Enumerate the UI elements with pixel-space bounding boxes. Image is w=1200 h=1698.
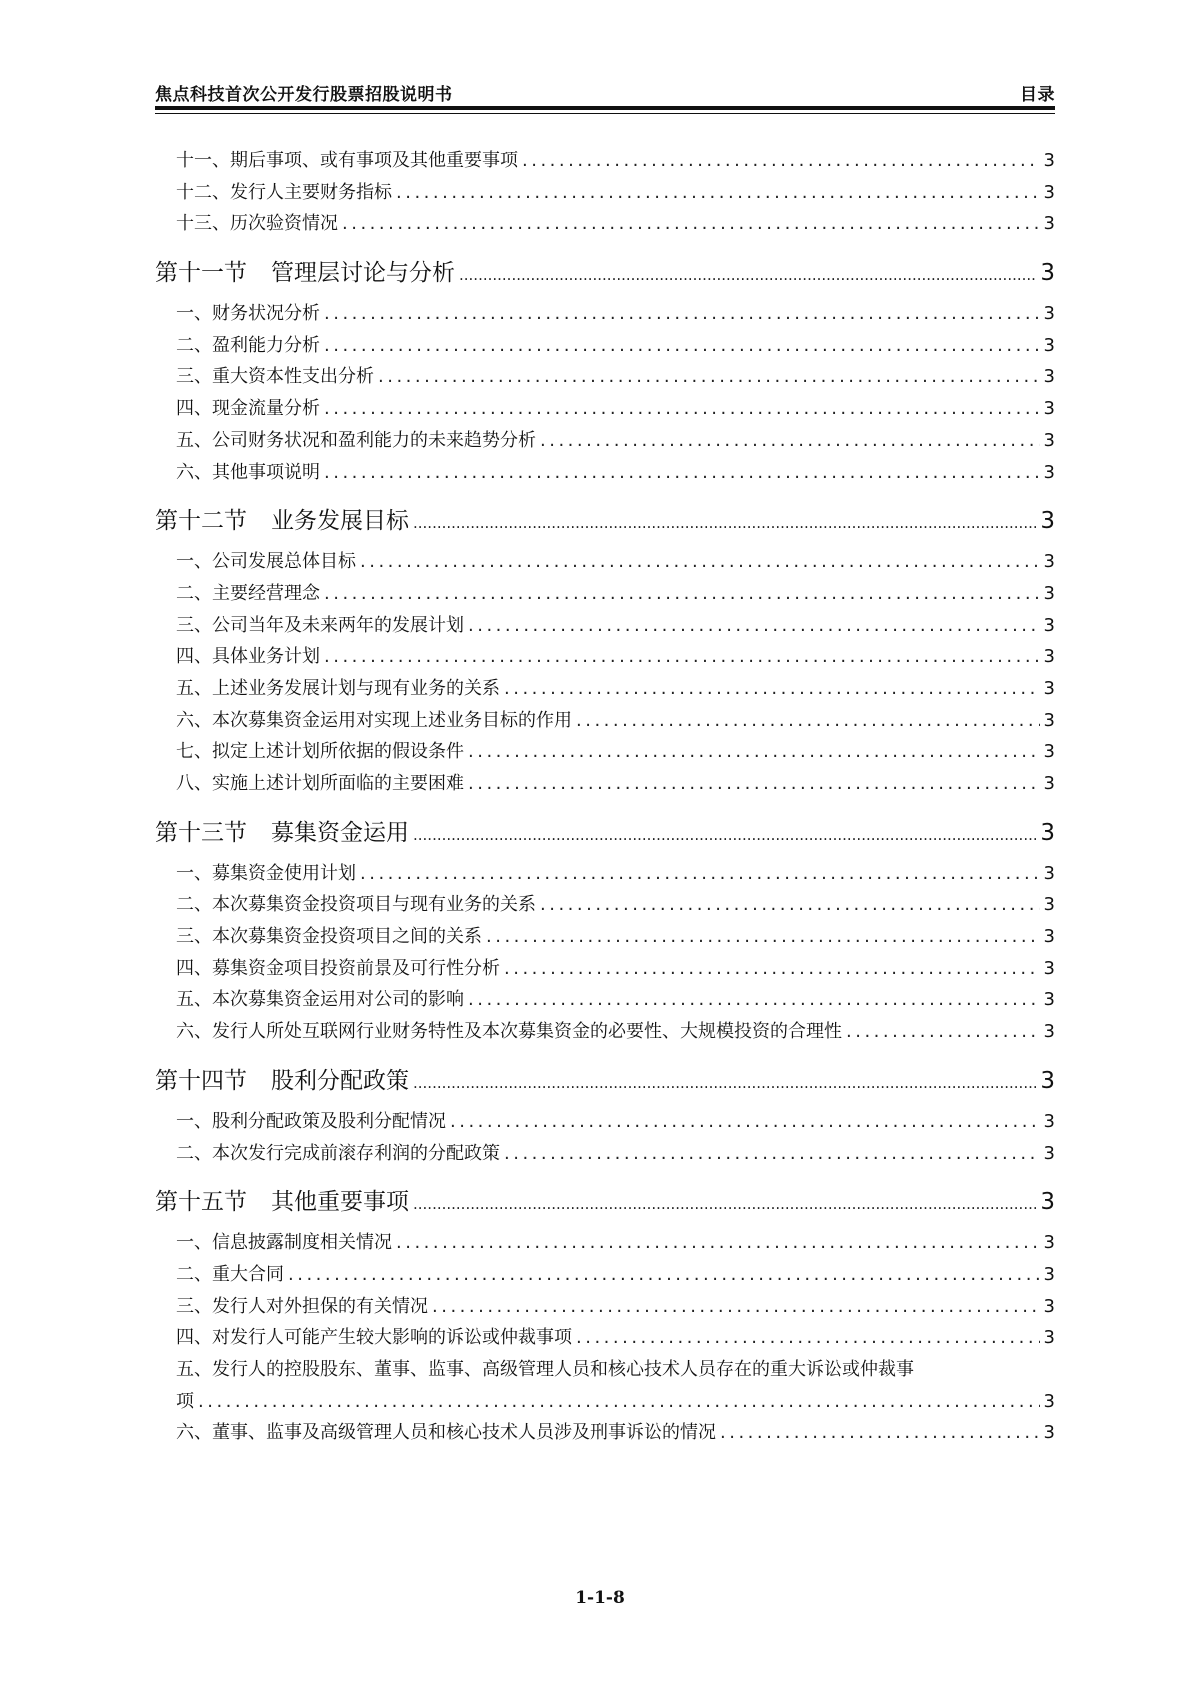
toc-page-number: 3	[1043, 366, 1055, 388]
leader-dots	[540, 889, 1040, 921]
toc-page-number: 3	[1043, 709, 1055, 731]
toc-page-number: 3	[1043, 677, 1055, 699]
toc-item[interactable]: 六、发行人所处互联网行业财务特性及本次募集资金的必要性、大规模投资的合理性 ..... 3	[155, 1016, 1055, 1048]
page-header	[155, 80, 1055, 105]
toc-page-number: 3	[1043, 150, 1055, 171]
section-number: 第十四节	[155, 1067, 247, 1094]
leader-dots	[504, 1138, 1040, 1170]
toc-page-number: 3	[1043, 957, 1055, 979]
toc-item[interactable]: 四、对发行人可能产生较大影响的诉讼或仲裁事项 ..... 3	[155, 1322, 1055, 1354]
toc-item-label-line2: 项	[176, 1390, 194, 1412]
leader-dots	[413, 1183, 1036, 1223]
toc-item[interactable]: 一、公司发展总体目标 ..... 3	[155, 546, 1055, 578]
toc-item[interactable]: 六、董事、监事及高级管理人员和核心技术人员涉及刑事诉讼的情况 ..... 3	[155, 1417, 1055, 1449]
toc-item[interactable]: 七、拟定上述计划所依据的假设条件 ..... 3	[155, 736, 1055, 768]
toc-item[interactable]: 三、重大资本性支出分析 ..... 3	[155, 361, 1055, 393]
leader-dots	[413, 502, 1036, 542]
toc-page-number: 3	[1043, 181, 1055, 203]
toc-section-heading[interactable]	[155, 500, 1055, 542]
toc-item[interactable]: 二、本次发行完成前滚存利润的分配政策 ..... 3	[155, 1138, 1055, 1170]
toc-item[interactable]: 二、主要经营理念 ..... 3	[155, 578, 1055, 610]
leader-dots	[324, 641, 1040, 673]
toc-page-number: 3	[1043, 582, 1055, 604]
leader-dots	[324, 330, 1040, 362]
section-title: 募集资金运用	[271, 819, 409, 846]
toc-page-number: 3	[1043, 1263, 1055, 1285]
toc-page-number: 3	[1040, 819, 1055, 846]
toc-page-number: 3	[1043, 1110, 1055, 1132]
toc-page-number: 3	[1043, 303, 1055, 325]
toc-page-number: 3	[1043, 398, 1055, 420]
leader-dots	[459, 254, 1036, 294]
leader-dots	[576, 1322, 1040, 1354]
toc-item[interactable]: 二、盈利能力分析 ..... 3	[155, 330, 1055, 362]
toc-section-heading[interactable]	[155, 252, 1055, 294]
toc-page-number: 3	[1043, 551, 1055, 573]
leader-dots	[360, 546, 1040, 578]
leader-dots	[396, 1227, 1040, 1259]
leader-dots	[324, 457, 1040, 489]
toc-page-number: 3	[1040, 1067, 1055, 1094]
toc-item[interactable]: 三、本次募集资金投资项目之间的关系 ..... 3	[155, 921, 1055, 953]
section-number: 第十三节	[155, 819, 247, 846]
toc-page-number: 3	[1043, 614, 1055, 636]
toc-page-number: 3	[1043, 1232, 1055, 1254]
toc-item[interactable]: 六、本次募集资金运用对实现上述业务目标的作用 ..... 3	[155, 705, 1055, 737]
toc-page-number: 3	[1043, 1142, 1055, 1164]
toc-item[interactable]: 一、股利分配政策及股利分配情况 ..... 3	[155, 1106, 1055, 1138]
section-title: 其他重要事项	[271, 1189, 409, 1216]
header-rule-thick	[155, 106, 1055, 110]
page-number-footer: 1-1-8	[575, 1588, 625, 1608]
toc-item-line2	[155, 1386, 1055, 1418]
section-title: 管理层讨论与分析	[271, 260, 455, 287]
toc-page-number: 3	[1040, 1189, 1055, 1216]
toc-item[interactable]: 六、其他事项说明 ..... 3	[155, 457, 1055, 489]
leader-dots	[198, 1386, 1040, 1418]
toc-item[interactable]: 一、募集资金使用计划 ..... 3	[155, 858, 1055, 890]
toc-item[interactable]: 一、财务状况分析 ..... 3	[155, 298, 1055, 330]
toc-page-number: 3	[1043, 1021, 1055, 1043]
toc-page-number: 3	[1040, 508, 1055, 535]
header-section-label: 目录	[1020, 85, 1055, 105]
toc-item[interactable]: 三、发行人对外担保的有关情况 ..... 3	[155, 1291, 1055, 1323]
leader-dots	[324, 578, 1040, 610]
section-number: 第十一节	[155, 260, 247, 287]
table-of-contents	[155, 145, 1055, 1449]
toc-page-number: 3	[1043, 1327, 1055, 1349]
leader-dots	[288, 1259, 1040, 1291]
leader-dots	[468, 984, 1040, 1016]
leader-dots	[324, 298, 1040, 330]
toc-page-number: 3	[1043, 741, 1055, 763]
toc-item[interactable]: 五、本次募集资金运用对公司的影响 ..... 3	[155, 984, 1055, 1016]
toc-page-number: 3	[1043, 213, 1055, 235]
toc-item-label-line1: 五、发行人的控股股东、董事、监事、高级管理人员和核心技术人员存在的重大诉讼或仲裁事	[176, 1358, 914, 1380]
toc-page-number: 3	[1043, 894, 1055, 916]
toc-section-heading[interactable]	[155, 1181, 1055, 1223]
toc-page-number: 3	[1043, 646, 1055, 668]
leader-dots	[576, 705, 1040, 737]
toc-item[interactable]: 十二、发行人主要财务指标 ..... 3	[155, 177, 1055, 209]
toc-item[interactable]: 四、具体业务计划 ..... 3	[155, 641, 1055, 673]
leader-dots	[413, 814, 1036, 854]
toc-section-heading[interactable]	[155, 812, 1055, 854]
toc-item[interactable]: 四、募集资金项目投资前景及可行性分析 ..... 3	[155, 953, 1055, 985]
leader-dots	[396, 177, 1040, 209]
toc-page-number: 3	[1040, 260, 1055, 287]
leader-dots	[522, 145, 1040, 177]
toc-page-number: 3	[1043, 862, 1055, 884]
toc-page-number: 3	[1043, 926, 1055, 948]
toc-item[interactable]: 五、上述业务发展计划与现有业务的关系 ..... 3	[155, 673, 1055, 705]
section-number: 第十五节	[155, 1189, 247, 1216]
section-number: 第十二节	[155, 508, 247, 535]
leader-dots	[432, 1291, 1040, 1323]
leader-dots	[378, 361, 1040, 393]
toc-item[interactable]: 四、现金流量分析 ..... 3	[155, 393, 1055, 425]
section-title: 业务发展目标	[271, 508, 409, 535]
document-title: 焦点科技首次公开发行股票招股说明书	[155, 85, 453, 105]
leader-dots	[504, 673, 1040, 705]
leader-dots	[468, 768, 1040, 800]
toc-page-number: 3	[1043, 1422, 1055, 1444]
toc-page-number: 3	[1043, 461, 1055, 483]
leader-dots	[468, 610, 1040, 642]
toc-item[interactable]: 二、重大合同 ..... 3	[155, 1259, 1055, 1291]
leader-dots	[720, 1417, 1040, 1449]
toc-item-wrapped[interactable]	[155, 1354, 1055, 1417]
toc-page-number: 3	[1043, 989, 1055, 1011]
toc-item[interactable]: 十三、历次验资情况 ..... 3	[155, 208, 1055, 240]
toc-item[interactable]: 二、本次募集资金投资项目与现有业务的关系 ..... 3	[155, 889, 1055, 921]
leader-dots	[360, 858, 1040, 890]
toc-item[interactable]: 三、公司当年及未来两年的发展计划 ..... 3	[155, 610, 1055, 642]
toc-item[interactable]: 五、公司财务状况和盈利能力的未来趋势分析 ..... 3	[155, 425, 1055, 457]
leader-dots	[540, 425, 1040, 457]
leader-dots	[450, 1106, 1040, 1138]
toc-item[interactable]: 八、实施上述计划所面临的主要困难 ..... 3	[155, 768, 1055, 800]
toc-item[interactable]: 十一、期后事项、或有事项及其他重要事项 ..... 3	[155, 145, 1055, 177]
toc-page-number: 3	[1043, 429, 1055, 451]
toc-section-heading[interactable]	[155, 1060, 1055, 1102]
leader-dots	[342, 208, 1040, 240]
leader-dots	[504, 953, 1040, 985]
leader-dots	[468, 736, 1040, 768]
leader-dots	[486, 921, 1040, 953]
leader-dots	[324, 393, 1040, 425]
toc-page-number: 3	[1043, 1295, 1055, 1317]
toc-page-number: 3	[1043, 334, 1055, 356]
leader-dots	[846, 1016, 1040, 1048]
toc-item[interactable]: 一、信息披露制度相关情况 ..... 3	[155, 1227, 1055, 1259]
leader-dots	[413, 1062, 1036, 1102]
header-rule-thin	[155, 113, 1055, 114]
toc-page-number: 3	[1043, 773, 1055, 794]
section-title: 股利分配政策	[271, 1067, 409, 1094]
toc-page-number: 3	[1043, 1390, 1055, 1412]
